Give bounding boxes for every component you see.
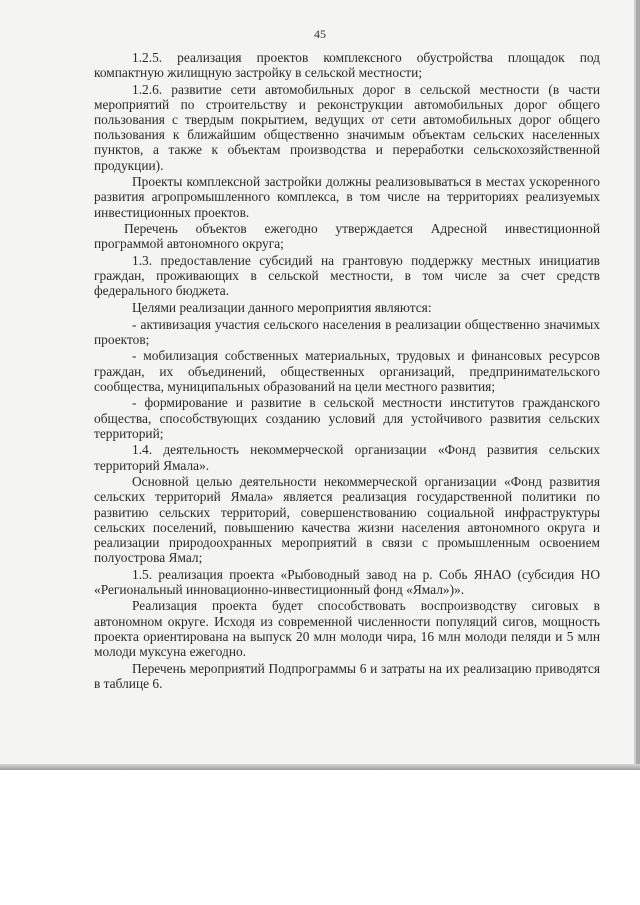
paragraph-goal-activation: - активизация участия сельского населения в реализации общественно значимых проектов; bbox=[94, 316, 600, 347]
scan-edge-shadow bbox=[0, 764, 640, 770]
paragraph-1-2-6: 1.2.6. развитие сети автомобильных дорог в сельской местности (в части мероприятий по строительству и реконструкции автомобильных дорог общего пользования с твердым покрытием, ведущих от сети автомобильных дорог общего пользования к ближайшим общественно значимым объектам сельских населенных пунктов, а также к объектам производства и переработки сельскохозяйственной продукции). bbox=[94, 81, 600, 173]
paragraph-1-3: 1.3. предоставление субсидий на грантовую поддержку местных инициатив граждан, проживающих в сельской местности, в том числе за счет средств федерального бюджета. bbox=[94, 253, 600, 299]
paragraph-complex-development: Проекты комплексной застройки должны реализовываться в местах ускоренного развития агропромышленного комплекса, в том числе на территориях реализуемых инвестиционных проектов. bbox=[94, 174, 600, 220]
paragraph-1-4: 1.4. деятельность некоммерческой организации «Фонд развития сельских территорий Ямала». bbox=[94, 442, 600, 473]
paragraph-project-implementation: Реализация проекта будет способствовать воспроизводству сиговых в автономном округе. Исходя из современной численности популяций сигов, мощность проекта ориентирована на выпуск 20 млн молоди чира, 16 млн молоди пеляди и 5 млн молоди муксуна ежегодно. bbox=[94, 598, 600, 659]
paragraph-object-list: Перечень объектов ежегодно утверждается Адресной инвестиционной программой автономного округа; bbox=[94, 221, 600, 252]
document-body bbox=[94, 50, 600, 692]
paragraph-1-2-5: 1.2.5. реализация проектов комплексного обустройства площадок под компактную жилищную застройку в сельской местности; bbox=[94, 50, 600, 81]
paragraph-goals-heading: Целями реализации данного мероприятия являются: bbox=[132, 300, 432, 315]
page-number: 45 bbox=[314, 27, 326, 41]
paragraph-fund-goal: Основной целью деятельности некоммерческой организации «Фонд развития сельских территорий Ямала» является реализация государственной политики по развитию сельских территорий, совершенствованию социальной инфраструктуры сельских поселений, повышению качества жизни населения автономного округа и реализации природоохранных мероприятий в связи с промышленным освоением полуострова Ямал; bbox=[94, 474, 600, 565]
paragraph-goal-civil-society: - формирование и развитие в сельской местности институтов гражданского общества, способствующих созданию условий для устойчивого развития сельских территорий; bbox=[94, 395, 600, 441]
paragraph-goal-mobilization: - мобилизация собственных материальных, трудовых и финансовых ресурсов граждан, их объединений, общественных организаций, предпринимательского сообщества, муниципальных образований на цели местного развития; bbox=[94, 348, 600, 394]
paragraph-table-reference: Перечень мероприятий Подпрограммы 6 и затраты на их реализацию приводятся в таблице 6. bbox=[94, 660, 600, 691]
paragraph-1-5: 1.5. реализация проекта «Рыбоводный завод на р. Собь ЯНАО (субсидия НО «Региональный инновационно-инвестиционный фонд «Ямал»)». bbox=[94, 566, 600, 597]
